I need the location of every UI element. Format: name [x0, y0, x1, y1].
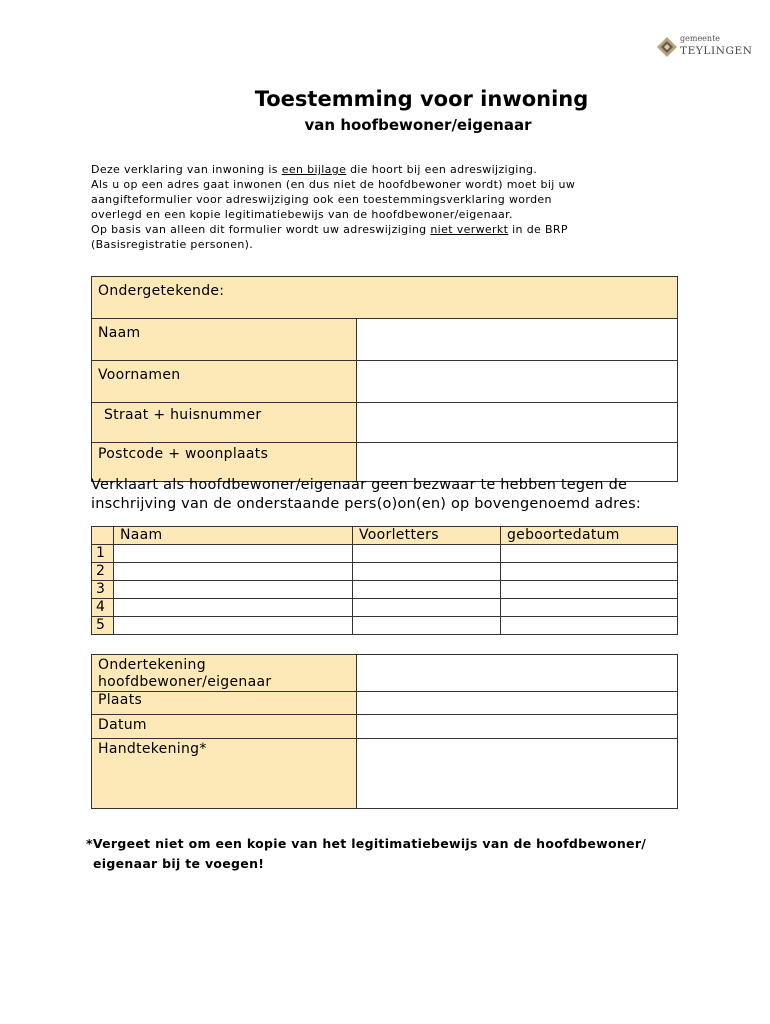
- field-straat-huisnummer[interactable]: [357, 403, 678, 443]
- header-geboortedatum: geboortedatum: [501, 527, 678, 545]
- table-row: [92, 545, 678, 563]
- ondergetekende-table: [91, 276, 678, 482]
- row-number: 3: [92, 581, 114, 599]
- cell-naam[interactable]: [114, 563, 353, 581]
- cell-geboortedatum[interactable]: [501, 563, 678, 581]
- label-handtekening: Handtekening*: [92, 739, 357, 809]
- field-naam[interactable]: [357, 319, 678, 361]
- intro-line-5-b: in de BRP: [508, 223, 568, 236]
- cell-naam[interactable]: [114, 617, 353, 635]
- header-naam: Naam: [114, 527, 353, 545]
- table-row: [92, 563, 678, 581]
- personen-table: [91, 526, 678, 635]
- label-ondertekening-line-2: hoofdbewoner/eigenaar: [98, 674, 272, 690]
- label-postcode-woonplaats: Postcode + woonplaats: [92, 443, 357, 482]
- intro-line-2: Als u op een adres gaat inwonen (en dus niet de hoofdbewoner wordt) moet bij uw: [91, 178, 576, 191]
- field-ondertekening[interactable]: [357, 655, 678, 692]
- row-number: 5: [92, 617, 114, 635]
- cell-voorletters[interactable]: [353, 545, 501, 563]
- row-number: 4: [92, 599, 114, 617]
- footnote-line-1: *Vergeet niet om een kopie van het legitimatiebewijs van de hoofdbewoner/: [86, 836, 647, 851]
- intro-line-1: [91, 162, 575, 177]
- ondergetekende-header: Ondergetekende:: [92, 277, 678, 319]
- intro-line-1-a: Deze verklaring van inwoning is: [91, 163, 282, 176]
- table-row: [92, 581, 678, 599]
- row-number: 2: [92, 563, 114, 581]
- intro-underline-bijlage: een bijlage: [281, 163, 347, 176]
- cell-geboortedatum[interactable]: [501, 581, 678, 599]
- logo-small-text: gemeente: [680, 34, 721, 43]
- label-datum: Datum: [92, 715, 357, 739]
- cell-voorletters[interactable]: [353, 563, 501, 581]
- intro-line-6: (Basisregistratie personen).: [91, 238, 254, 251]
- gemeente-logo: [650, 14, 756, 78]
- cell-naam[interactable]: [114, 581, 353, 599]
- label-voornamen: Voornamen: [92, 361, 357, 403]
- intro-line-1-b: die hoort bij een adreswijziging.: [346, 163, 538, 176]
- cell-voorletters[interactable]: [353, 617, 501, 635]
- field-plaats[interactable]: [357, 692, 678, 715]
- intro-text: [91, 162, 575, 252]
- cell-naam[interactable]: [114, 545, 353, 563]
- field-voornamen[interactable]: [357, 361, 678, 403]
- intro-line-4: overlegd en een kopie legitimatiebewijs van de hoofdbewoner/eigenaar.: [91, 208, 513, 221]
- page-title: Toestemming voor inwoning: [254, 87, 589, 111]
- personen-header-row: [92, 527, 678, 545]
- label-plaats: Plaats: [92, 692, 357, 715]
- teylingen-logo-icon: [656, 36, 678, 58]
- ondertekening-table: [91, 654, 678, 809]
- intro-line-3: aangifteformulier voor adreswijziging ook een toestemmingsverklaring worden: [91, 193, 552, 206]
- intro-line-5-a: Op basis van alleen dit formulier wordt uw adreswijziging: [91, 223, 431, 236]
- footnote: [86, 834, 646, 874]
- intro-line-5: [91, 222, 575, 237]
- cell-voorletters[interactable]: [353, 581, 501, 599]
- label-naam: Naam: [92, 319, 357, 361]
- verklaart-line-1: Verklaart als hoofdbewoner/eigenaar geen bezwaar te hebben tegen de: [91, 477, 628, 493]
- row-number: 1: [92, 545, 114, 563]
- cell-naam[interactable]: [114, 599, 353, 617]
- field-datum[interactable]: [357, 715, 678, 739]
- table-row: [92, 599, 678, 617]
- field-handtekening[interactable]: [357, 739, 678, 809]
- label-ondertekening: [92, 655, 357, 692]
- verklaart-text: [91, 476, 641, 514]
- cell-geboortedatum[interactable]: [501, 599, 678, 617]
- verklaart-line-2: inschrijving van de onderstaande pers(o)on(en) op bovengenoemd adres:: [91, 496, 641, 512]
- table-row: [92, 617, 678, 635]
- page-subtitle: van hoofbewoner/eigenaar: [304, 116, 532, 134]
- header-nummer: [92, 527, 114, 545]
- intro-underline-niet-verwerkt: niet verwerkt: [430, 223, 509, 236]
- header-voorletters: Voorletters: [353, 527, 501, 545]
- logo-big-text: TEYLINGEN: [680, 45, 753, 57]
- footnote-line-2: eigenaar bij te voegen!: [93, 856, 265, 871]
- cell-geboortedatum[interactable]: [501, 617, 678, 635]
- cell-geboortedatum[interactable]: [501, 545, 678, 563]
- label-straat-huisnummer: Straat + huisnummer: [92, 403, 357, 443]
- cell-voorletters[interactable]: [353, 599, 501, 617]
- label-ondertekening-line-1: Ondertekening: [98, 657, 206, 673]
